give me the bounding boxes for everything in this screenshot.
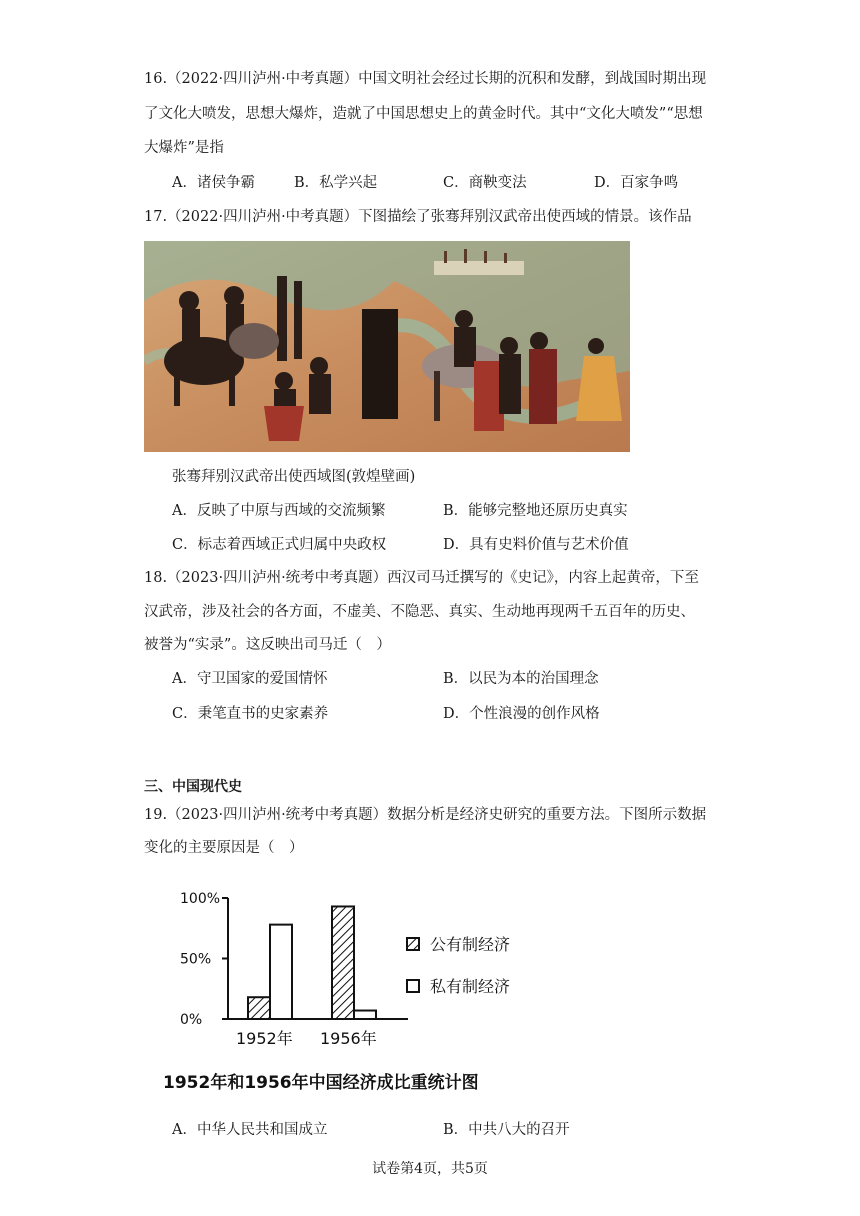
mural-caption: 张骞拜别汉武帝出使西域图(敦煌壁画) [172, 469, 416, 485]
q17-option-a[interactable]: A．反映了中原与西域的交流频繁 [172, 503, 386, 519]
economy-share-chart [160, 880, 560, 1095]
q19-stem-line2: 变化的主要原因是（ ） [144, 840, 304, 856]
legend-swatch [407, 938, 419, 950]
q16-stem-line3: 大爆炸”是指 [144, 140, 224, 156]
q16-option-c[interactable]: C．商鞅变法 [443, 175, 527, 191]
q19-stem-line1: 19.（2023·四川泸州·统考中考真题）数据分析是经济史研究的重要方法。下图所示数据 [144, 807, 707, 823]
bar-public-1 [332, 906, 354, 1019]
q18-stem-line2: 汉武帝，涉及社会的各方面，不虚美、不隐恶、真实、生动地再现两千五百年的历史、 [144, 604, 695, 620]
x-tick-label: 1952年 [236, 1029, 293, 1048]
q17-option-c[interactable]: C．标志着西域正式归属中央政权 [172, 537, 387, 553]
chart-title: 1952年和1956年中国经济成比重统计图 [163, 1073, 479, 1093]
q16-stem-line1: 16.（2022·四川泸州·中考真题）中国文明社会经过长期的沉积和发酵，到战国时期出现 [144, 71, 707, 87]
bar-private-0 [270, 925, 292, 1019]
x-tick-label: 1956年 [320, 1029, 377, 1048]
q16-option-d[interactable]: D．百家争鸣 [594, 175, 679, 191]
y-tick-label: 100% [180, 891, 221, 907]
dunhuang-mural-image [144, 241, 630, 452]
bar-private-1 [354, 1011, 376, 1019]
q17-option-b[interactable]: B．能够完整地还原历史真实 [443, 503, 628, 519]
q17-option-d[interactable]: D．具有史料价值与艺术价值 [443, 537, 629, 553]
q16-stem-line2: 了文化大喷发，思想大爆炸，造就了中国思想史上的黄金时代。其中“文化大喷发”“思想 [144, 106, 703, 122]
q19-option-b[interactable]: B．中共八大的召开 [443, 1122, 570, 1138]
q16-option-a[interactable]: A．诸侯争霸 [172, 175, 255, 191]
legend-label: 私有制经济 [430, 977, 511, 996]
q16-option-b[interactable]: B．私学兴起 [294, 175, 378, 191]
q18-stem-line3: 被誉为“实录”。这反映出司马迁（ ） [144, 637, 391, 653]
q19-option-a[interactable]: A．中华人民共和国成立 [172, 1122, 328, 1138]
section-title: 三、中国现代史 [144, 779, 242, 795]
q18-option-a[interactable]: A．守卫国家的爱国情怀 [172, 671, 328, 687]
bar-public-0 [248, 997, 270, 1019]
legend-swatch [407, 980, 419, 992]
y-tick-label: 0% [180, 1012, 203, 1028]
q18-option-d[interactable]: D．个性浪漫的创作风格 [443, 706, 600, 722]
y-tick-label: 50% [180, 951, 212, 968]
legend-label: 公有制经济 [430, 935, 511, 954]
q18-option-c[interactable]: C．秉笔直书的史家素养 [172, 706, 329, 722]
page-footer: 试卷第4页，共5页 [372, 1161, 488, 1177]
q17-stem-line1: 17.（2022·四川泸州·中考真题）下图描绘了张骞拜别汉武帝出使西域的情景。该作品 [144, 209, 692, 225]
q18-stem-line1: 18.（2023·四川泸州·统考中考真题）西汉司马迁撰写的《史记》，内容上起黄帝，下至 [144, 570, 699, 586]
q18-option-b[interactable]: B．以民为本的治国理念 [443, 671, 599, 687]
